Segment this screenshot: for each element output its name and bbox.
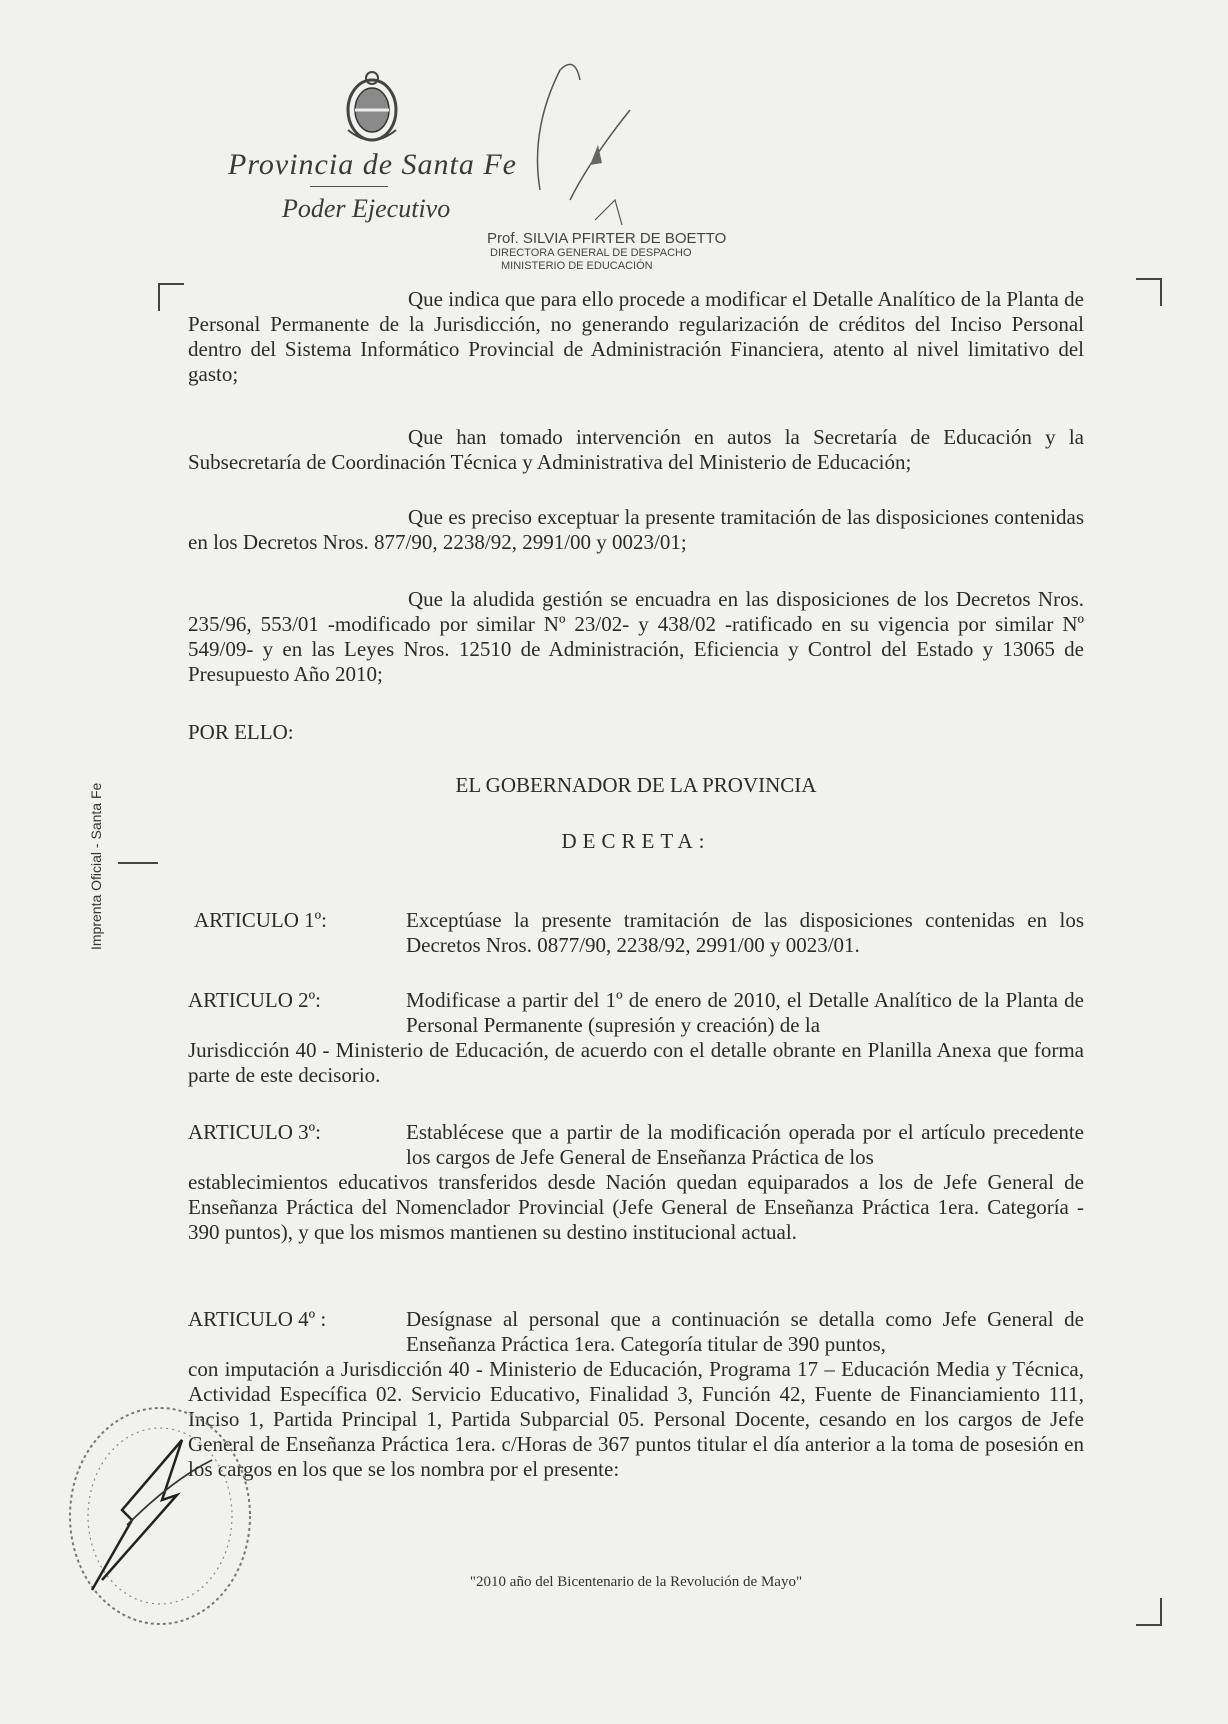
paragraph-2: Que han tomado intervención en autos la Secretaría de Educación y la Subsecretaría de Coordinación Técnica y Administrativa del Ministerio de Educación;	[188, 425, 1084, 474]
stamp-name: Prof. SILVIA PFIRTER DE BOETTO	[487, 230, 727, 247]
letterhead-executive-power: Poder Ejecutivo	[282, 194, 451, 223]
coat-of-arms-icon	[340, 70, 404, 148]
letterhead-province: Provincia de Santa Fe	[228, 148, 517, 181]
printer-side-label: Imprenta Oficial - Santa Fe	[88, 782, 104, 950]
article-2	[188, 988, 1084, 1088]
article-text-continued: con imputación a Jurisdicción 40 - Ministerio de Educación, Programa 17 – Educación Media y Técnica, Actividad Específica 02. Servicio Educativo, Finalidad 3, Función 42, Fuente de Financiamiento 111, Inciso 1, Partida Principal 1, Partida Subparcial 05. Personal Docente, cesando en los cargos de Jefe General de Enseñanza Práctica 1era. c/Horas de 367 puntos titular el día anterior a la toma de posesión en los cargos en los que se los nombra por el presente:	[188, 1357, 1084, 1481]
paragraph-3: Que es preciso exceptuar la presente tramitación de las disposiciones contenidas en los Decretos Nros. 877/90, 2238/92, 2991/00 y 0023/01;	[188, 505, 1084, 554]
corner-mark-bottom-right	[1136, 1598, 1162, 1626]
article-text-continued: Jurisdicción 40 - Ministerio de Educación, de acuerdo con el detalle obrante en Planilla Anexa que forma parte de este decisorio.	[188, 1038, 1084, 1087]
governor-heading: EL GOBERNADOR DE LA PROVINCIA	[455, 773, 817, 797]
paragraph-1: Que indica que para ello procede a modificar el Detalle Analítico de la Planta de Personal Permanente de la Jurisdicción, no generando regularización de créditos del Inciso Personal dentro del Sistema Informático Provincial de Administración Financiera, atento al nivel limitativo del gasto;	[188, 287, 1084, 386]
article-text: Desígnase al personal que a continuación se detalla como Jefe General de Enseñanza Práctica 1era. Categoría titular de 390 puntos,	[406, 1307, 1084, 1356]
article-3	[188, 1120, 1084, 1245]
official-stamp	[487, 230, 737, 273]
article-text: Exceptúase la presente tramitación de las disposiciones contenidas en los Decretos Nros. 0877/90, 2238/92, 2991/00 y 0023/01.	[406, 908, 1084, 957]
article-label: ARTICULO 3º:	[188, 1120, 321, 1144]
stamp-title: DIRECTORA GENERAL DE DESPACHO	[490, 247, 692, 260]
article-label: ARTICULO 2º:	[188, 988, 321, 1012]
article-label: ARTICULO 1º:	[194, 908, 327, 932]
signature-icon	[520, 50, 640, 240]
article-1	[188, 908, 1084, 958]
letterhead-divider	[310, 186, 388, 187]
article-text: Modificase a partir del 1º de enero de 2010, el Detalle Analítico de la Planta de Personal Permanente (supresión y creación) de la	[406, 988, 1084, 1037]
margin-fold-mark	[118, 862, 158, 864]
footer-motto: "2010 año del Bicentenario de la Revolución de Mayo"	[469, 1574, 803, 1590]
stamp-ministry: MINISTERIO DE EDUCACIÓN	[501, 259, 653, 272]
paragraph-4: Que la aludida gestión se encuadra en las disposiciones de los Decretos Nros. 235/96, 553/01 -modificado por similar Nº 23/02- y 438/02 -ratificado en su vigencia por similar Nº 549/09- y en las Leyes Nros. 12510 de Administración, Eficiencia y Control del Estado y 13065 de Presupuesto Año 2010;	[188, 587, 1084, 686]
article-4	[188, 1307, 1084, 1482]
article-text: Establécese que a partir de la modificación operada por el artículo precedente los cargos de Jefe General de Enseñanza Práctica de los	[406, 1120, 1084, 1169]
decreta-heading: DECRETA:	[561, 829, 711, 853]
seal-stamp-icon	[62, 1400, 258, 1632]
corner-mark-top-right	[1136, 278, 1162, 306]
article-label: ARTICULO 4º :	[188, 1307, 327, 1331]
por-ello-heading: POR ELLO:	[188, 720, 294, 744]
corner-mark-top-left	[158, 283, 184, 311]
article-text-continued: establecimientos educativos transferidos desde Nación quedan equiparados a los de Jefe General de Enseñanza Práctica del Nomenclador Provincial (Jefe General de Enseñanza Práctica 1era. Categoría - 390 puntos), y que los mismos mantienen su destino institucional actual.	[188, 1170, 1084, 1244]
